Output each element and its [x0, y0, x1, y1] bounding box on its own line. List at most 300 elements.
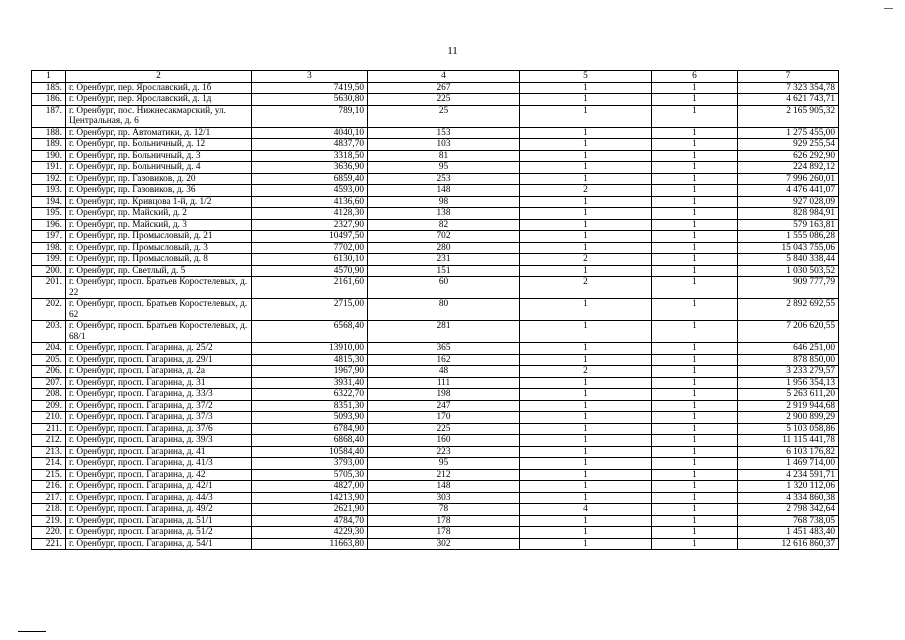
- count-cell: 178: [368, 527, 520, 539]
- count-cell: 170: [368, 412, 520, 424]
- area-cell: 2161,60: [252, 277, 368, 299]
- row-number-cell: 191.: [32, 162, 66, 174]
- area-cell: 4815,30: [252, 354, 368, 366]
- area-cell: 5093,90: [252, 412, 368, 424]
- column-6-cell: 1: [652, 469, 738, 481]
- address-cell: г. Оренбург, просп. Гагарина, д. 33/3: [66, 389, 252, 401]
- address-cell: г. Оренбург, пр. Больничный, д. 12: [66, 139, 252, 151]
- count-cell: 148: [368, 481, 520, 493]
- row-number-cell: 215.: [32, 469, 66, 481]
- table-row: [32, 185, 839, 197]
- address-cell: г. Оренбург, пр. Майский, д. 3: [66, 219, 252, 231]
- count-cell: 138: [368, 208, 520, 220]
- row-number-cell: 189.: [32, 139, 66, 151]
- address-cell: г. Оренбург, просп. Гагарина, д. 42: [66, 469, 252, 481]
- column-6-cell: 1: [652, 515, 738, 527]
- column-5-cell: 1: [520, 196, 652, 208]
- row-number-cell: 190.: [32, 150, 66, 162]
- table-row: [32, 412, 839, 424]
- row-number-cell: 214.: [32, 458, 66, 470]
- column-5-cell: 1: [520, 527, 652, 539]
- table-row: [32, 219, 839, 231]
- count-cell: 98: [368, 196, 520, 208]
- column-6-cell: 1: [652, 412, 738, 424]
- column-6-cell: 1: [652, 435, 738, 447]
- amount-cell: 828 984,91: [738, 208, 839, 220]
- table-row: [32, 231, 839, 243]
- table-row: [32, 127, 839, 139]
- column-5-cell: 1: [520, 82, 652, 94]
- amount-cell: 6 103 176,82: [738, 446, 839, 458]
- area-cell: 7419,50: [252, 82, 368, 94]
- count-cell: 81: [368, 150, 520, 162]
- table-row: [32, 481, 839, 493]
- address-cell: г. Оренбург, пр. Промысловый, д. 21: [66, 231, 252, 243]
- area-cell: 13910,00: [252, 343, 368, 355]
- area-cell: 3793,00: [252, 458, 368, 470]
- column-5-cell: 4: [520, 504, 652, 516]
- column-6-cell: 1: [652, 231, 738, 243]
- row-number-cell: 194.: [32, 196, 66, 208]
- row-number-cell: 185.: [32, 82, 66, 94]
- amount-cell: 1 555 086,28: [738, 231, 839, 243]
- address-cell: г. Оренбург, просп. Гагарина, д. 42/1: [66, 481, 252, 493]
- address-cell: г. Оренбург, пр. Майский, д. 2: [66, 208, 252, 220]
- row-number-cell: 186.: [32, 94, 66, 106]
- count-cell: 151: [368, 265, 520, 277]
- row-number-cell: 220.: [32, 527, 66, 539]
- table-row: [32, 515, 839, 527]
- address-cell: г. Оренбург, просп. Гагарина, д. 51/2: [66, 527, 252, 539]
- amount-cell: 2 165 905,32: [738, 105, 839, 127]
- area-cell: 2621,90: [252, 504, 368, 516]
- table-row: [32, 423, 839, 435]
- column-6-cell: 1: [652, 423, 738, 435]
- row-number-cell: 211.: [32, 423, 66, 435]
- area-cell: 7702,00: [252, 242, 368, 254]
- row-number-cell: 209.: [32, 400, 66, 412]
- column-5-cell: 1: [520, 412, 652, 424]
- count-cell: 95: [368, 162, 520, 174]
- count-cell: 253: [368, 173, 520, 185]
- column-5-cell: 1: [520, 150, 652, 162]
- address-cell: г. Оренбург, просп. Братьев Коростелевых, д. 22: [66, 277, 252, 299]
- table-row: [32, 299, 839, 321]
- count-cell: 82: [368, 219, 520, 231]
- area-cell: 3931,40: [252, 377, 368, 389]
- column-5-cell: 1: [520, 515, 652, 527]
- amount-cell: 3 233 279,57: [738, 366, 839, 378]
- row-number-cell: 210.: [32, 412, 66, 424]
- column-5-cell: 2: [520, 277, 652, 299]
- table-row: [32, 82, 839, 94]
- address-cell: г. Оренбург, пр. Промысловый, д. 8: [66, 254, 252, 266]
- table-row: [32, 446, 839, 458]
- table-row: [32, 458, 839, 470]
- area-cell: 14213,90: [252, 492, 368, 504]
- table-row: [32, 527, 839, 539]
- column-header: 4: [368, 71, 520, 83]
- count-cell: 702: [368, 231, 520, 243]
- column-6-cell: 1: [652, 265, 738, 277]
- count-cell: 111: [368, 377, 520, 389]
- row-number-cell: 216.: [32, 481, 66, 493]
- count-cell: 280: [368, 242, 520, 254]
- table-row: [32, 469, 839, 481]
- amount-cell: 1 956 354,13: [738, 377, 839, 389]
- area-cell: 6130,10: [252, 254, 368, 266]
- count-cell: 302: [368, 538, 520, 550]
- column-5-cell: 1: [520, 458, 652, 470]
- amount-cell: 224 892,12: [738, 162, 839, 174]
- address-cell: г. Оренбург, пер. Ярославский, д. 1б: [66, 82, 252, 94]
- amount-cell: 15 043 755,06: [738, 242, 839, 254]
- row-number-cell: 221.: [32, 538, 66, 550]
- column-5-cell: 1: [520, 492, 652, 504]
- table-row: [32, 208, 839, 220]
- table-row: [32, 162, 839, 174]
- table-row: [32, 366, 839, 378]
- column-6-cell: 1: [652, 254, 738, 266]
- row-number-cell: 198.: [32, 242, 66, 254]
- amount-cell: 1 469 714,00: [738, 458, 839, 470]
- column-6-cell: 1: [652, 196, 738, 208]
- row-number-cell: 208.: [32, 389, 66, 401]
- column-5-cell: 2: [520, 366, 652, 378]
- amount-cell: 768 738,05: [738, 515, 839, 527]
- amount-cell: 1 451 483,40: [738, 527, 839, 539]
- area-cell: 11663,80: [252, 538, 368, 550]
- address-cell: г. Оренбург, просп. Братьев Коростелевых, д. 68/1: [66, 321, 252, 343]
- address-cell: г. Оренбург, просп. Гагарина, д. 37/3: [66, 412, 252, 424]
- address-cell: г. Оренбург, просп. Братьев Коростелевых, д. 62: [66, 299, 252, 321]
- area-cell: 3636,90: [252, 162, 368, 174]
- area-cell: 6784,90: [252, 423, 368, 435]
- count-cell: 95: [368, 458, 520, 470]
- table-row: [32, 277, 839, 299]
- column-header: 6: [652, 71, 738, 83]
- count-cell: 281: [368, 321, 520, 343]
- amount-cell: 7 996 260,01: [738, 173, 839, 185]
- column-5-cell: 1: [520, 173, 652, 185]
- column-6-cell: 1: [652, 277, 738, 299]
- address-cell: г. Оренбург, просп. Гагарина, д. 25/2: [66, 343, 252, 355]
- area-cell: 4784,70: [252, 515, 368, 527]
- table-row: [32, 254, 839, 266]
- column-5-cell: 1: [520, 400, 652, 412]
- row-number-cell: 219.: [32, 515, 66, 527]
- area-cell: 4570,90: [252, 265, 368, 277]
- table-row: [32, 538, 839, 550]
- address-cell: г. Оренбург, просп. Гагарина, д. 39/3: [66, 435, 252, 447]
- registry-table: [31, 70, 839, 550]
- amount-cell: 2 892 692,55: [738, 299, 839, 321]
- column-5-cell: 1: [520, 208, 652, 220]
- row-number-cell: 187.: [32, 105, 66, 127]
- address-cell: г. Оренбург, пр. Газовиков, д. 20: [66, 173, 252, 185]
- area-cell: 4229,30: [252, 527, 368, 539]
- table-row: [32, 321, 839, 343]
- table-row: [32, 343, 839, 355]
- row-number-cell: 195.: [32, 208, 66, 220]
- row-number-cell: 201.: [32, 277, 66, 299]
- address-cell: г. Оренбург, просп. Гагарина, д. 29/1: [66, 354, 252, 366]
- area-cell: 4837,70: [252, 139, 368, 151]
- column-5-cell: 2: [520, 185, 652, 197]
- address-cell: г. Оренбург, просп. Гагарина, д. 51/1: [66, 515, 252, 527]
- count-cell: 225: [368, 423, 520, 435]
- amount-cell: 2 900 899,29: [738, 412, 839, 424]
- table-row: [32, 242, 839, 254]
- address-cell: г. Оренбург, просп. Гагарина, д. 44/3: [66, 492, 252, 504]
- count-cell: 365: [368, 343, 520, 355]
- column-6-cell: 1: [652, 173, 738, 185]
- column-header: 2: [66, 71, 252, 83]
- table-row: [32, 400, 839, 412]
- column-5-cell: 1: [520, 265, 652, 277]
- column-5-cell: 1: [520, 435, 652, 447]
- table-row: [32, 265, 839, 277]
- row-number-cell: 188.: [32, 127, 66, 139]
- row-number-cell: 202.: [32, 299, 66, 321]
- column-5-cell: 1: [520, 377, 652, 389]
- amount-cell: 5 840 338,44: [738, 254, 839, 266]
- row-number-cell: 193.: [32, 185, 66, 197]
- table-row: [32, 389, 839, 401]
- column-6-cell: 1: [652, 162, 738, 174]
- column-6-cell: 1: [652, 82, 738, 94]
- column-6-cell: 1: [652, 127, 738, 139]
- registry-body: [32, 71, 839, 550]
- area-cell: 6868,40: [252, 435, 368, 447]
- amount-cell: 12 616 860,37: [738, 538, 839, 550]
- column-6-cell: 1: [652, 139, 738, 151]
- table-row: [32, 196, 839, 208]
- count-cell: 60: [368, 277, 520, 299]
- count-cell: 225: [368, 94, 520, 106]
- row-number-cell: 207.: [32, 377, 66, 389]
- address-cell: г. Оренбург, просп. Гагарина, д. 41: [66, 446, 252, 458]
- column-6-cell: 1: [652, 185, 738, 197]
- area-cell: 8351,30: [252, 400, 368, 412]
- column-6-cell: 1: [652, 219, 738, 231]
- amount-cell: 646 251,00: [738, 343, 839, 355]
- address-cell: г. Оренбург, пр. Больничный, д. 4: [66, 162, 252, 174]
- amount-cell: 878 850,00: [738, 354, 839, 366]
- table-row: [32, 150, 839, 162]
- column-6-cell: 1: [652, 481, 738, 493]
- count-cell: 78: [368, 504, 520, 516]
- row-number-cell: 197.: [32, 231, 66, 243]
- area-cell: 10584,40: [252, 446, 368, 458]
- column-header: 5: [520, 71, 652, 83]
- column-6-cell: 1: [652, 366, 738, 378]
- column-6-cell: 1: [652, 105, 738, 127]
- count-cell: 162: [368, 354, 520, 366]
- column-5-cell: 1: [520, 469, 652, 481]
- column-header: 1: [32, 71, 66, 83]
- amount-cell: 4 234 591,71: [738, 469, 839, 481]
- table-row: [32, 492, 839, 504]
- count-cell: 231: [368, 254, 520, 266]
- address-cell: г. Оренбург, просп. Гагарина, д. 54/1: [66, 538, 252, 550]
- amount-cell: 4 476 441,07: [738, 185, 839, 197]
- column-6-cell: 1: [652, 527, 738, 539]
- address-cell: г. Оренбург, пр. Больничный, д. 3: [66, 150, 252, 162]
- address-cell: г. Оренбург, просп. Гагарина, д. 49/2: [66, 504, 252, 516]
- column-5-cell: 2: [520, 254, 652, 266]
- row-number-cell: 205.: [32, 354, 66, 366]
- column-5-cell: 1: [520, 389, 652, 401]
- column-6-cell: 1: [652, 242, 738, 254]
- area-cell: 2715,00: [252, 299, 368, 321]
- column-5-cell: 1: [520, 127, 652, 139]
- address-cell: г. Оренбург, просп. Гагарина, д. 37/6: [66, 423, 252, 435]
- count-cell: 303: [368, 492, 520, 504]
- column-5-cell: 1: [520, 299, 652, 321]
- row-number-cell: 206.: [32, 366, 66, 378]
- amount-cell: 5 263 611,20: [738, 389, 839, 401]
- column-5-cell: 1: [520, 343, 652, 355]
- amount-cell: 927 028,09: [738, 196, 839, 208]
- amount-cell: 5 103 058,86: [738, 423, 839, 435]
- count-cell: 153: [368, 127, 520, 139]
- area-cell: 6322,70: [252, 389, 368, 401]
- table-row: [32, 354, 839, 366]
- column-5-cell: 1: [520, 139, 652, 151]
- address-cell: г. Оренбург, просп. Гагарина, д. 41/3: [66, 458, 252, 470]
- amount-cell: 4 334 860,38: [738, 492, 839, 504]
- column-6-cell: 1: [652, 492, 738, 504]
- column-6-cell: 1: [652, 504, 738, 516]
- column-6-cell: 1: [652, 321, 738, 343]
- column-5-cell: 1: [520, 242, 652, 254]
- row-number-cell: 204.: [32, 343, 66, 355]
- column-6-cell: 1: [652, 299, 738, 321]
- column-5-cell: 1: [520, 219, 652, 231]
- count-cell: 148: [368, 185, 520, 197]
- amount-cell: 2 919 944,68: [738, 400, 839, 412]
- address-cell: г. Оренбург, пр. Автоматики, д. 12/1: [66, 127, 252, 139]
- row-number-cell: 192.: [32, 173, 66, 185]
- amount-cell: 579 163,81: [738, 219, 839, 231]
- area-cell: 1967,90: [252, 366, 368, 378]
- table-row: [32, 139, 839, 151]
- count-cell: 223: [368, 446, 520, 458]
- area-cell: 5630,80: [252, 94, 368, 106]
- count-cell: 267: [368, 82, 520, 94]
- amount-cell: 1 275 455,00: [738, 127, 839, 139]
- column-5-cell: 1: [520, 423, 652, 435]
- address-cell: г. Оренбург, просп. Гагарина, д. 37/2: [66, 400, 252, 412]
- column-6-cell: 1: [652, 446, 738, 458]
- address-cell: г. Оренбург, просп. Гагарина, д. 2а: [66, 366, 252, 378]
- column-6-cell: 1: [652, 354, 738, 366]
- area-cell: 10497,50: [252, 231, 368, 243]
- address-cell: г. Оренбург, пер. Ярославский, д. 1д: [66, 94, 252, 106]
- area-cell: 2327,90: [252, 219, 368, 231]
- column-header: 3: [252, 71, 368, 83]
- address-cell: г. Оренбург, пр. Газовиков, д. 36: [66, 185, 252, 197]
- table-row: [32, 105, 839, 127]
- count-cell: 160: [368, 435, 520, 447]
- area-cell: 4040,10: [252, 127, 368, 139]
- column-5-cell: 1: [520, 481, 652, 493]
- area-cell: 3318,50: [252, 150, 368, 162]
- column-6-cell: 1: [652, 400, 738, 412]
- area-cell: 4136,60: [252, 196, 368, 208]
- column-5-cell: 1: [520, 231, 652, 243]
- row-number-cell: 212.: [32, 435, 66, 447]
- address-cell: г. Оренбург, пр. Кривцова 1-й, д. 1/2: [66, 196, 252, 208]
- column-header: 7: [738, 71, 839, 83]
- area-cell: 6859,40: [252, 173, 368, 185]
- row-number-cell: 217.: [32, 492, 66, 504]
- count-cell: 48: [368, 366, 520, 378]
- count-cell: 178: [368, 515, 520, 527]
- row-number-cell: 213.: [32, 446, 66, 458]
- footnote-rule: [18, 631, 46, 632]
- column-5-cell: 1: [520, 105, 652, 127]
- column-5-cell: 1: [520, 538, 652, 550]
- row-number-cell: 200.: [32, 265, 66, 277]
- table-row: [32, 435, 839, 447]
- count-cell: 103: [368, 139, 520, 151]
- column-6-cell: 1: [652, 538, 738, 550]
- column-6-cell: 1: [652, 150, 738, 162]
- row-number-cell: 203.: [32, 321, 66, 343]
- column-5-cell: 1: [520, 162, 652, 174]
- amount-cell: 11 115 441,78: [738, 435, 839, 447]
- column-5-cell: 1: [520, 94, 652, 106]
- amount-cell: 909 777,79: [738, 277, 839, 299]
- table-row: [32, 173, 839, 185]
- count-cell: 25: [368, 105, 520, 127]
- column-5-cell: 1: [520, 321, 652, 343]
- amount-cell: 929 255,54: [738, 139, 839, 151]
- amount-cell: 2 798 342,64: [738, 504, 839, 516]
- address-cell: г. Оренбург, пр. Промысловый, д. 3: [66, 242, 252, 254]
- amount-cell: 4 621 743,71: [738, 94, 839, 106]
- page-number: 11: [447, 45, 458, 57]
- column-6-cell: 1: [652, 208, 738, 220]
- area-cell: 789,10: [252, 105, 368, 127]
- amount-cell: 7 323 354,78: [738, 82, 839, 94]
- row-number-cell: 199.: [32, 254, 66, 266]
- column-5-cell: 1: [520, 446, 652, 458]
- amount-cell: 7 206 620,55: [738, 321, 839, 343]
- column-6-cell: 1: [652, 343, 738, 355]
- area-cell: 4128,30: [252, 208, 368, 220]
- area-cell: 4827,00: [252, 481, 368, 493]
- corner-mark: [884, 8, 893, 9]
- count-cell: 212: [368, 469, 520, 481]
- address-cell: г. Оренбург, пр. Светлый, д. 5: [66, 265, 252, 277]
- table-row: [32, 504, 839, 516]
- row-number-cell: 196.: [32, 219, 66, 231]
- count-cell: 198: [368, 389, 520, 401]
- amount-cell: 1 030 503,52: [738, 265, 839, 277]
- area-cell: 6568,40: [252, 321, 368, 343]
- area-cell: 5705,30: [252, 469, 368, 481]
- column-6-cell: 1: [652, 94, 738, 106]
- address-cell: г. Оренбург, пос. Нижнесакмарский, ул. Центральная, д. 6: [66, 105, 252, 127]
- column-6-cell: 1: [652, 458, 738, 470]
- amount-cell: 1 320 112,06: [738, 481, 839, 493]
- table-row: [32, 94, 839, 106]
- table-header-row: [32, 71, 839, 83]
- count-cell: 247: [368, 400, 520, 412]
